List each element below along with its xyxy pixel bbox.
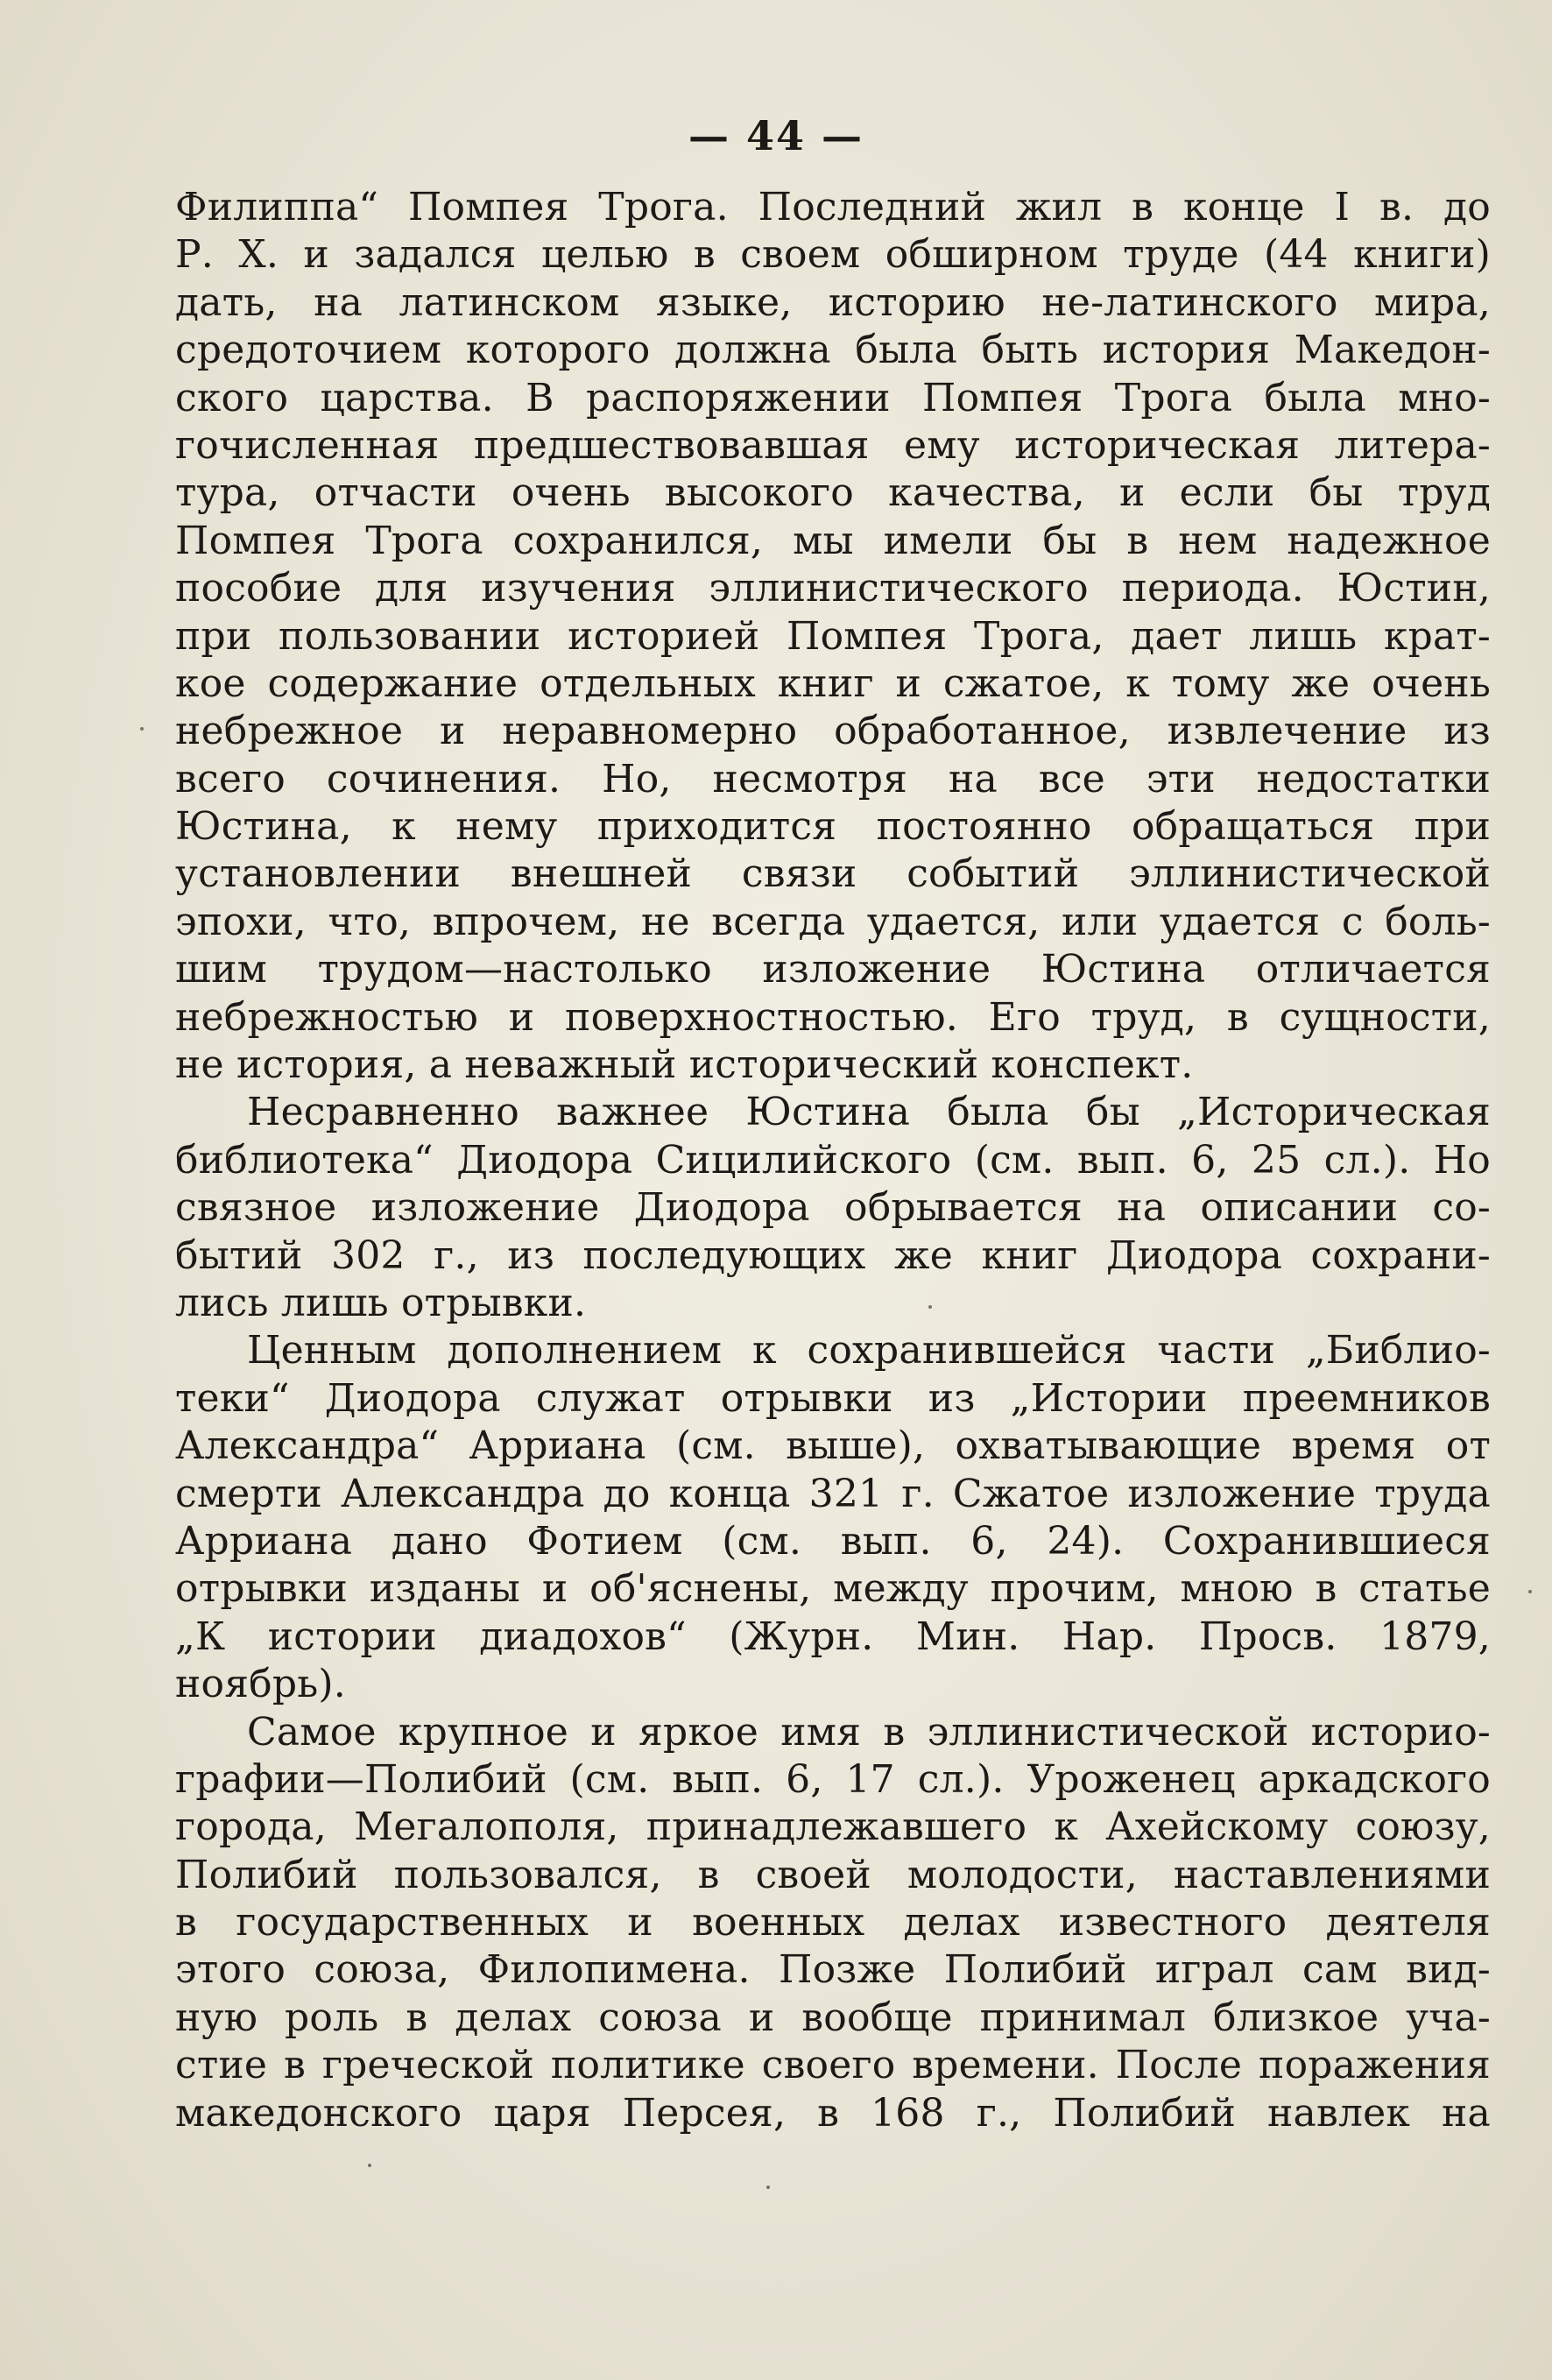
text-line: установлении внешней связи событий эллинистической xyxy=(175,851,1491,897)
text-line: тура, отчасти очень высокого качества, и если бы труд xyxy=(175,470,1491,516)
text-line: смерти Александра до конца 321 г. Сжатое изложение труда xyxy=(175,1471,1491,1516)
text-line: теки“ Диодора служат отрывки из „Истории преемников xyxy=(175,1375,1491,1421)
print-speck xyxy=(368,2164,371,2167)
text-line: всего сочинения. Но, несмотря на все эти недостатки xyxy=(175,756,1491,802)
text-line: при пользовании историей Помпея Трога, дает лишь крат- xyxy=(175,613,1491,659)
text-line: небрежностью и поверхностностью. Его труд, в сущности, xyxy=(175,994,1491,1040)
text-line: библиотека“ Диодора Сицилийского (см. вып. 6, 25 сл.). Но xyxy=(175,1137,1491,1183)
text-line: Ценным дополнением к сохранившейся части „Библио- xyxy=(247,1328,1491,1374)
text-line: Александра“ Арриана (см. выше), охватывающие время от xyxy=(175,1423,1491,1469)
text-line: в государственных и военных делах известного деятеля xyxy=(175,1900,1491,1946)
text-line: эпохи, что, впрочем, не всегда удается, или удается с боль- xyxy=(175,899,1491,944)
text-line: Самое крупное и яркое имя в эллинистической историо- xyxy=(247,1709,1491,1755)
print-speck xyxy=(1528,1590,1532,1593)
text-line: шим трудом—настолько изложение Юстина отличается xyxy=(175,947,1491,992)
page-number: — 44 — xyxy=(688,112,864,159)
text-line: ную роль в делах союза и вообще принимал близкое уча- xyxy=(175,1995,1491,2040)
text-line: Помпея Трога сохранился, мы имели бы в нем надежное xyxy=(175,518,1491,563)
print-speck xyxy=(928,1305,932,1309)
text-line: дать, на латинском языке, историю не-латинского мира, xyxy=(175,279,1491,325)
text-line: графии—Полибий (см. вып. 6, 17 сл.). Уроженец аркадского xyxy=(175,1756,1491,1802)
text-line: ского царства. В распоряжении Помпея Трога была мно- xyxy=(175,375,1491,420)
text-line: Несравненно важнее Юстина была бы „Историческая xyxy=(247,1090,1491,1135)
text-line: не история, а неважный исторический конспект. xyxy=(175,1042,1194,1088)
text-line: этого союза, Филопимена. Позже Полибий играл сам вид- xyxy=(175,1947,1491,1993)
text-line: ноябрь). xyxy=(175,1662,346,1707)
text-line: Полибий пользовался, в своей молодости, наставлениями xyxy=(175,1852,1491,1897)
text-line: стие в греческой политике своего времени. После поражения xyxy=(175,2043,1491,2088)
text-line: Юстина, к нему приходится постоянно обращаться при xyxy=(175,804,1491,850)
body-text xyxy=(175,184,1491,2137)
text-line: города, Мегалополя, принадлежавшего к Ахейскому союзу, xyxy=(175,1804,1491,1850)
text-line: македонского царя Персея, в 168 г., Полибий навлек на xyxy=(175,2090,1491,2136)
text-line: Филиппа“ Помпея Трога. Последний жил в конце I в. до xyxy=(175,185,1491,230)
text-line: „К истории диадохов“ (Журн. Мин. Нар. Просв. 1879, xyxy=(175,1614,1491,1659)
text-line: бытий 302 г., из последующих же книг Диодора сохрани- xyxy=(175,1232,1491,1278)
text-line: отрывки изданы и об'яснены, между прочим, мною в статье xyxy=(175,1566,1491,1612)
text-line: Арриана дано Фотием (см. вып. 6, 24). Сохранившиеся xyxy=(175,1518,1491,1564)
text-line: лись лишь отрывки. xyxy=(175,1280,587,1325)
print-speck xyxy=(140,727,144,731)
text-line: небрежное и неравномерно обработанное, извлечение из xyxy=(175,709,1491,754)
text-line: связное изложение Диодора обрывается на описании со- xyxy=(175,1185,1491,1231)
print-speck xyxy=(766,2186,770,2189)
text-line: Р. Х. и задался целью в своем обширном труде (44 книги) xyxy=(175,232,1491,278)
text-line: пособие для изучения эллинистического периода. Юстин, xyxy=(175,566,1491,611)
text-line: средоточием которого должна была быть история Македон- xyxy=(175,328,1491,373)
text-line: гочисленная предшествовавшая ему историческая литера- xyxy=(175,422,1491,468)
text-line: кое содержание отдельных книг и сжатое, к тому же очень xyxy=(175,660,1491,706)
